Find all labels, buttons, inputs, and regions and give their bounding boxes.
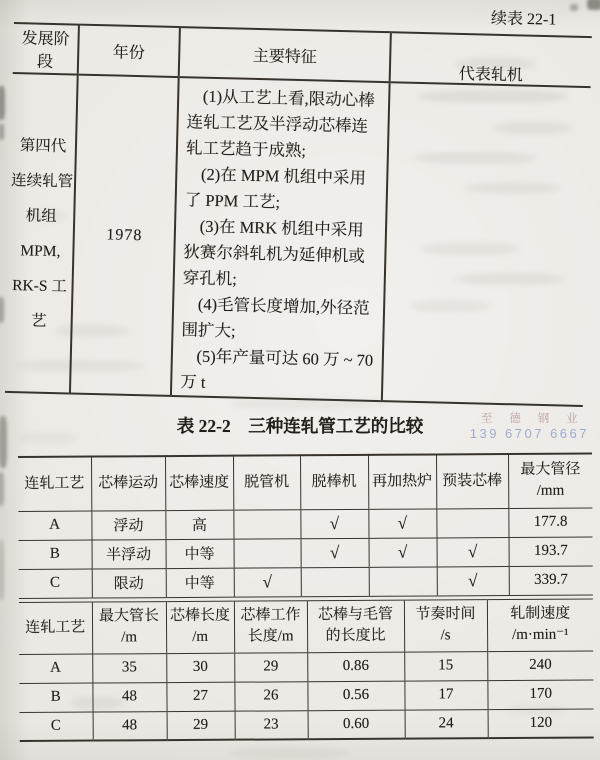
table-cell: 浮动 [91, 510, 165, 539]
table-row [19, 565, 593, 598]
column-header-stage: 发展阶段 [13, 23, 79, 75]
table-22-2 [18, 452, 594, 742]
table-cell: 30 [166, 653, 234, 682]
table-cell: 半浮动 [92, 539, 166, 568]
table-row [19, 536, 593, 569]
table-cell: √ [437, 537, 509, 566]
column-header-year: 年份 [78, 25, 180, 77]
table-cell: 中等 [166, 568, 234, 597]
representative-mill-cell [382, 82, 591, 406]
table-cell: 339.7 [509, 565, 593, 595]
watermark [470, 412, 589, 441]
column-header: 再加热炉 [368, 454, 436, 508]
table-cell: 15 [404, 651, 487, 681]
row-label: C [19, 569, 92, 598]
table-cell: 24 [405, 709, 488, 739]
table-cell: 29 [167, 711, 235, 740]
table-cell: √ [234, 567, 301, 596]
table-row [19, 679, 593, 712]
table-22-2-upper-section [18, 452, 593, 598]
column-header: 连轧工艺 [19, 602, 92, 654]
table-continuation-label: 续表 22-1 [490, 10, 557, 29]
table-cell [436, 508, 508, 537]
table-cell: √ [437, 566, 509, 595]
table-cell [234, 538, 301, 567]
table-cell: 0.60 [308, 710, 405, 740]
table-cell: 240 [487, 650, 593, 680]
table-cell [369, 566, 437, 595]
table-cell: √ [368, 508, 436, 537]
column-header-features: 主要特征 [179, 27, 391, 82]
row-label: C [20, 712, 93, 741]
table-cell: 23 [235, 710, 308, 739]
header-row [18, 453, 592, 511]
table-cell: 48 [92, 682, 166, 711]
watermark-phone: 139 6707 6667 [469, 426, 589, 441]
table-cell: 17 [404, 680, 487, 710]
table-22-2-lower-section [19, 598, 594, 742]
table-cell: 0.56 [307, 681, 404, 711]
table-cell: 48 [93, 711, 167, 740]
table-cell: 35 [92, 653, 166, 682]
table-cell: 0.86 [307, 652, 404, 682]
representative-mill-label: 代表轧机 [458, 65, 524, 84]
row-label: A [19, 654, 92, 683]
table-cell: 27 [166, 682, 234, 711]
header-row [19, 598, 593, 654]
feature-item: (2)在 MPM 机组中采用了 PPM 工艺; [184, 164, 367, 212]
column-header: 芯棒速度 [165, 456, 233, 510]
table-22-2-caption: 表 22-2 三种连轧管工艺的比较 [176, 416, 424, 436]
table-cell: 26 [234, 681, 307, 710]
feature-item: (3)在 MRK 机组中采用狄赛尔斜轧机为延伸机或穿孔机; [182, 216, 366, 289]
table-row [20, 708, 594, 741]
table-row [18, 507, 592, 540]
column-header: 最大管径 /mm [508, 453, 592, 508]
year-cell: 1978 [70, 75, 179, 396]
row-label: B [19, 683, 92, 712]
row-label: A [18, 511, 91, 540]
table-cell: √ [369, 537, 437, 566]
column-header: 预装芯棒 [436, 454, 508, 508]
feature-item: (5)年产量可达 60 万 ~ 70 万 t [180, 346, 374, 392]
column-header: 节奏时间 /s [404, 599, 487, 652]
column-header: 轧制速度 /m·min⁻¹ [487, 598, 593, 651]
scan-smudge [570, 4, 578, 11]
table-cell: 177.8 [508, 507, 592, 537]
stage-cell: 第四代 连续轧管 机组 MPM, RK-S 工艺 [10, 136, 74, 330]
table-cell [301, 567, 369, 596]
column-header: 脱管机 [233, 455, 300, 509]
column-header: 脱棒机 [300, 455, 368, 509]
column-header-representative-mill [390, 32, 592, 87]
stain [230, 748, 350, 758]
table-cell: 193.7 [509, 536, 593, 566]
column-header: 连轧工艺 [18, 457, 91, 511]
column-header: 最大管长 /m [92, 601, 166, 653]
table-cell: √ [300, 509, 368, 538]
table-cell: 29 [234, 652, 307, 681]
scan-smudge [0, 297, 4, 323]
column-header: 芯棒运动 [91, 456, 165, 510]
table-cell: 120 [488, 708, 594, 738]
column-header: 芯棒长度 /m [166, 601, 234, 653]
scan-smudge [0, 86, 5, 120]
feature-item: (4)毛管长度增加,外径范围扩大; [181, 294, 370, 341]
table-cell: 高 [165, 510, 233, 539]
scan-smudge [0, 540, 4, 600]
table-cell: 中等 [166, 539, 234, 568]
scan-smudge [587, 0, 600, 10]
table-22-1-continued [5, 22, 592, 407]
watermark-company: 至 德 钢 业 [481, 413, 585, 425]
table-cell: √ [301, 538, 369, 567]
row-label: B [19, 540, 92, 569]
table-cell [233, 509, 300, 538]
table-row [19, 650, 593, 683]
column-header: 芯棒与毛管 的长度比 [307, 600, 404, 653]
table-cell: 限动 [92, 568, 166, 597]
scan-smudge [0, 472, 4, 506]
table-row [5, 73, 591, 406]
column-header: 芯棒工作 长度/m [234, 600, 307, 652]
scan-smudge [0, 124, 4, 140]
feature-item: (1)从工艺上看,限动心棒连轧工艺及半浮动芯棒连轧工艺趋于成熟; [185, 86, 375, 161]
features-cell [171, 77, 390, 401]
table-cell: 170 [487, 679, 593, 709]
